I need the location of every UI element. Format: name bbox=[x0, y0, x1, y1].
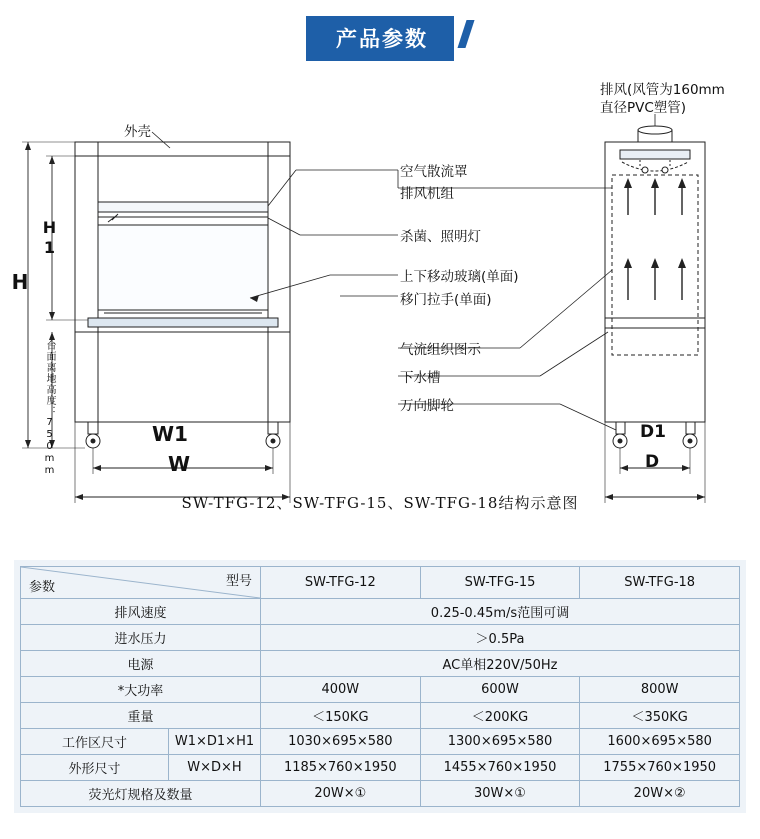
table-row bbox=[21, 703, 740, 729]
label-sterilize-light: 杀菌、照明灯 bbox=[400, 229, 481, 245]
row-value-1: ＜150KG bbox=[261, 703, 421, 729]
table-model-3: SW-TFG-18 bbox=[580, 567, 740, 599]
row-value-2: 1300×695×580 bbox=[420, 729, 580, 755]
dimension-D: D bbox=[645, 452, 660, 472]
table-header-model: 型号 bbox=[225, 574, 252, 589]
corner-diagonal-icon bbox=[21, 567, 260, 598]
row-label: 重量 bbox=[21, 703, 261, 729]
dimension-W1: W1 bbox=[152, 422, 188, 446]
row-value-1: 1185×760×1950 bbox=[261, 755, 421, 781]
label-exhaust-duct-line1: 排风(风管为160mm bbox=[600, 82, 725, 98]
row-label: 工作区尺寸 bbox=[21, 729, 169, 755]
banner-slash-decor bbox=[457, 20, 474, 48]
row-value-1: 400W bbox=[261, 677, 421, 703]
row-label: 电源 bbox=[21, 651, 261, 677]
row-value-2: 600W bbox=[420, 677, 580, 703]
banner-title-box bbox=[306, 16, 454, 61]
row-value-merged: ＞0.5Pa bbox=[261, 625, 740, 651]
row-value-1: 20W×① bbox=[261, 781, 421, 807]
row-label: *大功率 bbox=[21, 677, 261, 703]
table-header-param: 参数 bbox=[29, 580, 56, 595]
table-model-1: SW-TFG-12 bbox=[261, 567, 421, 599]
table-row bbox=[21, 651, 740, 677]
label-work-height: 台面离地高度：750mm bbox=[44, 340, 55, 477]
row-label: 排风速度 bbox=[21, 599, 261, 625]
table-row bbox=[21, 599, 740, 625]
row-value-merged: AC单相220V/50Hz bbox=[261, 651, 740, 677]
row-label: 外形尺寸 bbox=[21, 755, 169, 781]
row-value-2: ＜200KG bbox=[420, 703, 580, 729]
row-value-3: 1600×695×580 bbox=[580, 729, 740, 755]
table-row bbox=[21, 729, 740, 755]
structure-diagram bbox=[0, 70, 760, 540]
table-row bbox=[21, 781, 740, 807]
table-header-corner bbox=[21, 567, 261, 599]
banner-title: 产品参数 bbox=[336, 27, 428, 51]
label-drain-tank: 下水槽 bbox=[400, 370, 441, 386]
label-exhaust-duct-line2: 直径PVC塑管) bbox=[600, 100, 687, 116]
row-value-2: 30W×① bbox=[420, 781, 580, 807]
diagram-caption: SW-TFG-12、SW-TFG-15、SW-TFG-18结构示意图 bbox=[181, 494, 579, 512]
row-label: 荧光灯规格及数量 bbox=[21, 781, 261, 807]
table-model-2: SW-TFG-15 bbox=[420, 567, 580, 599]
row-value-3: ＜350KG bbox=[580, 703, 740, 729]
label-airflow-diagram: 气流组织图示 bbox=[400, 342, 481, 358]
label-air-diffuser: 空气散流罩 bbox=[400, 164, 468, 180]
row-value-2: 1455×760×1950 bbox=[420, 755, 580, 781]
label-shell: 外壳 bbox=[124, 124, 151, 140]
row-label: 进水压力 bbox=[21, 625, 261, 651]
dimension-H1: H1 bbox=[40, 218, 59, 258]
spec-table-wrap bbox=[14, 560, 746, 813]
row-value-merged: 0.25-0.45m/s范围可调 bbox=[261, 599, 740, 625]
row-value-3: 20W×② bbox=[580, 781, 740, 807]
label-sliding-glass: 上下移动玻璃(单面) bbox=[400, 269, 519, 285]
table-header-row bbox=[21, 567, 740, 599]
row-sublabel: W×D×H bbox=[169, 755, 261, 781]
label-exhaust-unit: 排风机组 bbox=[400, 186, 454, 202]
page-banner bbox=[0, 16, 760, 61]
dimension-H: H bbox=[8, 270, 32, 295]
table-row bbox=[21, 625, 740, 651]
table-row bbox=[21, 755, 740, 781]
label-sliding-handle: 移门拉手(单面) bbox=[400, 292, 492, 308]
dimension-D1: D1 bbox=[640, 422, 666, 442]
row-value-3: 800W bbox=[580, 677, 740, 703]
dimension-W: W bbox=[168, 452, 191, 476]
label-caster: 万向脚轮 bbox=[400, 398, 454, 414]
spec-table bbox=[20, 566, 740, 807]
row-value-1: 1030×695×580 bbox=[261, 729, 421, 755]
row-sublabel: W1×D1×H1 bbox=[169, 729, 261, 755]
table-row bbox=[21, 677, 740, 703]
row-value-3: 1755×760×1950 bbox=[580, 755, 740, 781]
